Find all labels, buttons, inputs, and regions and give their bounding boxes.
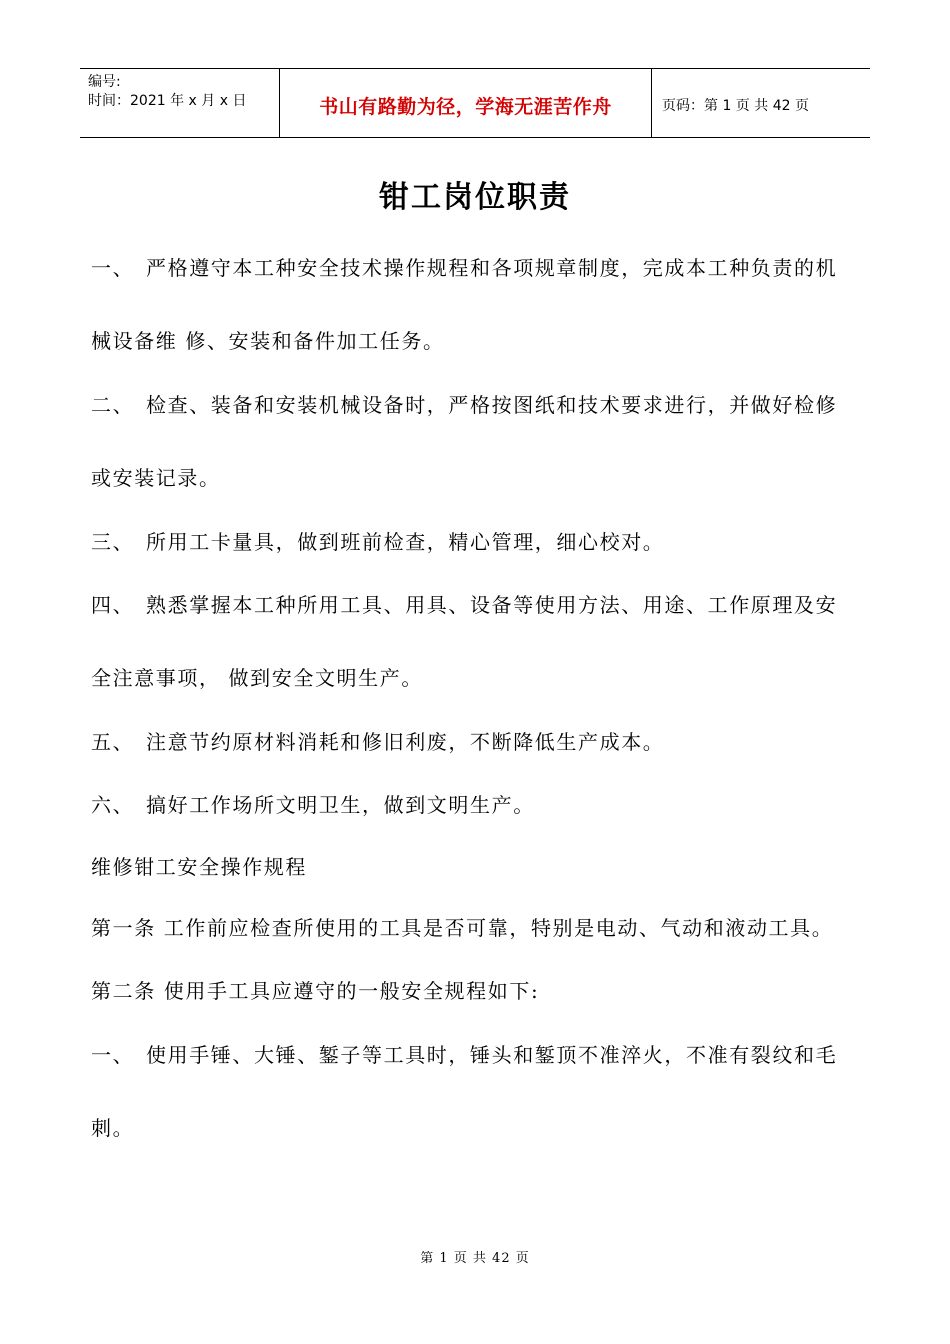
paragraph-line: 四、 熟悉掌握本工种所用工具、用具、设备等使用方法、用途、工作原理及安: [91, 593, 838, 617]
document-date: 时间：2021 年 x 月 x 日: [88, 93, 247, 109]
header-table: [80, 68, 870, 138]
paragraph-line: 第一条 工作前应检查所使用的工具是否可靠，特别是电动、气动和液动工具。: [91, 916, 834, 940]
paragraph-line: 械设备维 修、安装和备件加工任务。: [91, 329, 445, 353]
paragraph-line: 三、 所用工卡量具，做到班前检查，精心管理，细心校对。: [91, 530, 665, 554]
section-heading: 维修钳工安全操作规程: [91, 855, 307, 879]
page-title: 钳工岗位职责: [379, 180, 571, 215]
header-motto: 书山有路勤为径，学海无涯苦作舟: [280, 69, 652, 137]
document-number-label: 编号:: [88, 74, 121, 90]
header-page-info: 页码：第 1 页 共 42 页: [662, 98, 809, 114]
paragraph-line: 六、 搞好工作场所文明卫生，做到文明生产。: [91, 793, 535, 817]
paragraph-line: 全注意事项， 做到安全文明生产。: [91, 666, 423, 690]
header-meta: [80, 69, 280, 137]
paragraph-line: 刺。: [91, 1116, 135, 1140]
paragraph-line: 一、 严格遵守本工种安全技术操作规程和各项规章制度，完成本工种负责的机: [91, 256, 838, 280]
paragraph-line: 第二条 使用手工具应遵守的一般安全规程如下:: [91, 979, 540, 1003]
paragraph-line: 五、 注意节约原材料消耗和修旧利废，不断降低生产成本。: [91, 730, 665, 754]
paragraph-line: 二、 检查、装备和安装机械设备时，严格按图纸和技术要求进行，并做好检修: [91, 393, 838, 417]
paragraph-line: 或安装记录。: [91, 466, 221, 490]
paragraph-line: 一、 使用手锤、大锤、錾子等工具时，锤头和錾顶不准淬火，不准有裂纹和毛: [91, 1043, 838, 1067]
page-footer: 第 1 页 共 42 页: [420, 1251, 530, 1266]
